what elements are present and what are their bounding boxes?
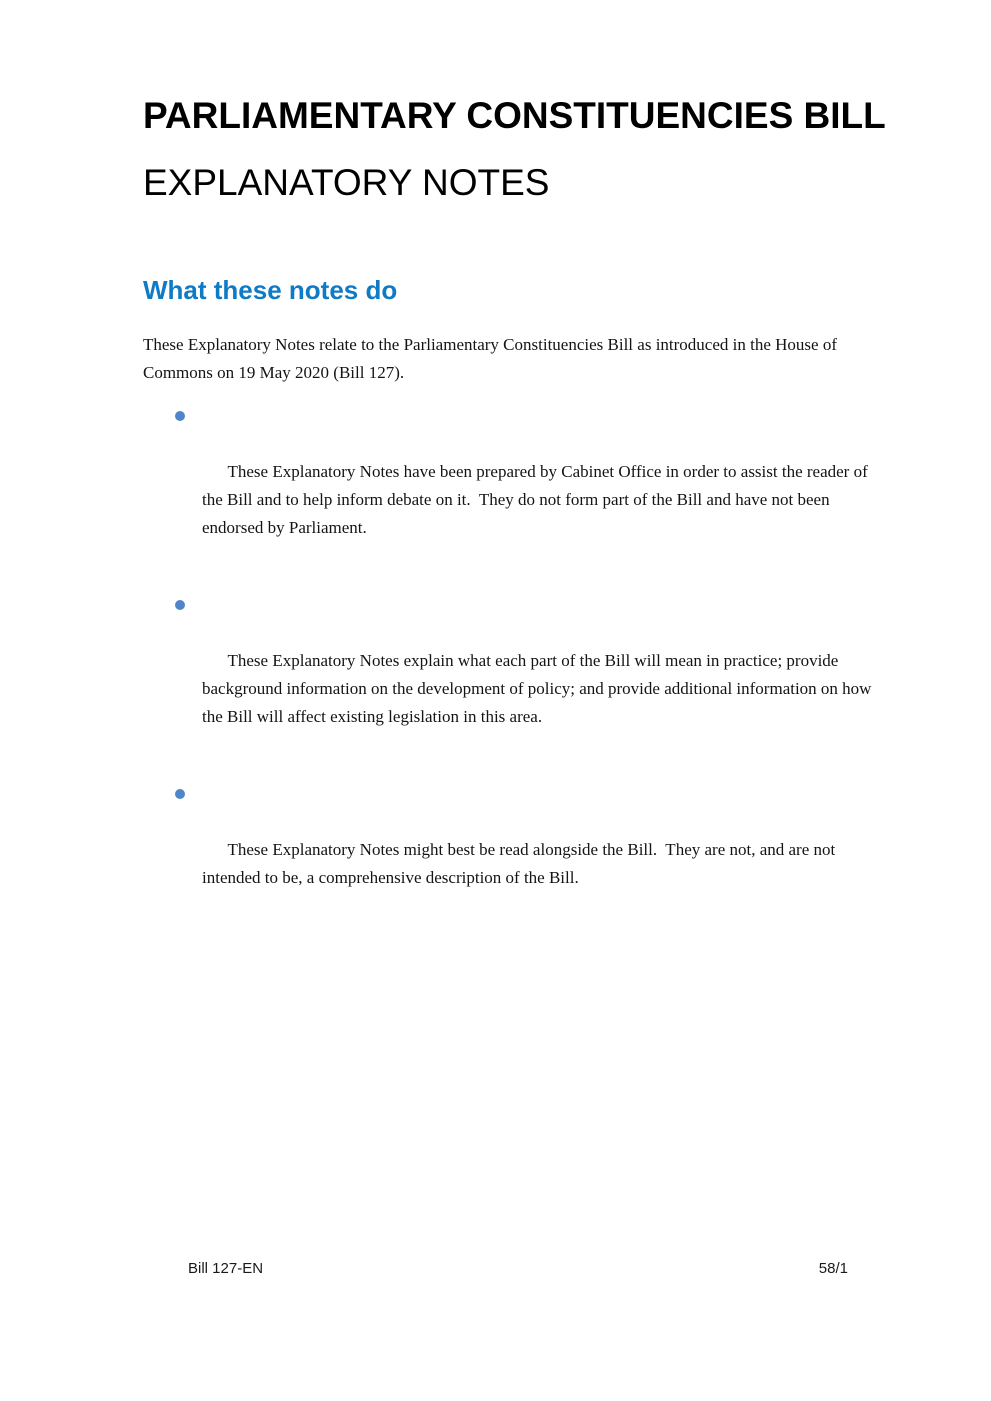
list-item xyxy=(143,402,888,570)
list-item xyxy=(143,780,888,920)
list-item-text: These Explanatory Notes might best be read alongside the Bill. They are not, and are not intended to be, a comprehensive description of the Bill. xyxy=(202,840,840,887)
section-heading: What these notes do xyxy=(143,275,398,305)
intro-paragraph: These Explanatory Notes relate to the Parliamentary Constituencies Bill as introduced in the House of Commons on 19 May 2020 (Bill 127). xyxy=(143,335,842,382)
document-title: PARLIAMENTARY CONSTITUENCIES BILL xyxy=(143,95,886,136)
bullet-icon xyxy=(175,411,185,421)
footer-page-number: 58/1 xyxy=(818,1260,848,1277)
page-footer xyxy=(188,1260,848,1278)
list-item-text: These Explanatory Notes explain what each part of the Bill will mean in practice; provide background information on the development of policy; and provide additional information on how the Bill will affect existing legislation in this area. xyxy=(202,651,876,726)
bullet-icon xyxy=(175,600,185,610)
list-item-text: These Explanatory Notes have been prepared by Cabinet Office in order to assist the reader of the Bill and to help inform debate on it. They do not form part of the Bill and have not been endorsed by Parliament. xyxy=(202,462,872,537)
bullet-icon xyxy=(175,789,185,799)
footer-bill-number: Bill 127-EN xyxy=(188,1260,264,1277)
list-item xyxy=(143,591,888,759)
document-subtitle: EXPLANATORY NOTES xyxy=(143,162,550,203)
notes-bullet-list xyxy=(143,402,888,941)
